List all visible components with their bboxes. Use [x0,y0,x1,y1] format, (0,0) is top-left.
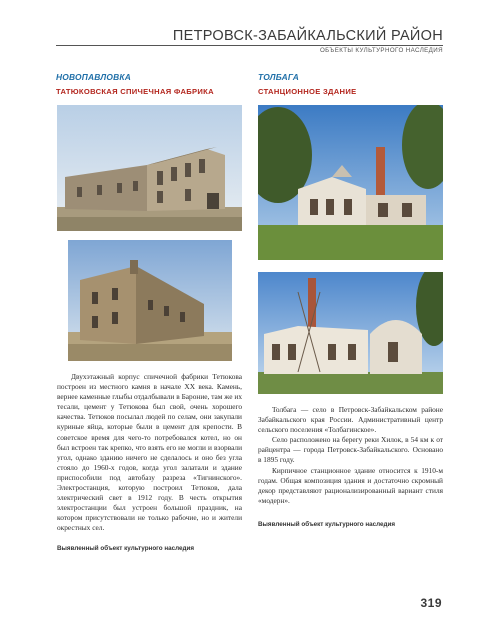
right-body-text [258,405,443,506]
right-place-heading: ТОЛБАГА [258,72,299,82]
left-place-heading: НОВОПАВЛОВКА [56,72,131,82]
region-title: ПЕТРОВСК-ЗАБАЙКАЛЬСКИЙ РАЙОН [172,28,443,44]
left-object-heading: ТАТЮКОВСКАЯ СПИЧЕЧНАЯ ФАБРИКА [56,87,214,96]
station-photo-1 [258,105,443,260]
right-object-heading: СТАНЦИОННОЕ ЗДАНИЕ [258,87,357,96]
factory-photo-2 [68,240,232,361]
right-paragraph-3: Кирпичное станционное здание относится к 1910-м годам. Общая композиция здания и достаточно скромный декор представляют рационализированный вариант стиля «модерн». [258,465,443,505]
page-header [0,0,499,60]
header-rule [56,45,443,46]
left-heritage-note: Выявленный объект культурного наследия [57,545,195,552]
section-subtitle: ОБЪЕКТЫ КУЛЬТУРНОГО НАСЛЕДИЯ [319,47,443,54]
right-heritage-note: Выявленный объект культурного наследия [258,521,396,528]
station-photo-2 [258,272,443,394]
page-number: 319 [420,596,442,610]
left-body-text [57,372,242,534]
left-paragraph: Двухэтажный корпус спичечной фабрики Тетюкова построен из местного камня в начале XX века. Камень, вернее каменные глыбы отдалбывали в Бароние, там же их тесали, цемент у Тетюкова был свой, очень хорошего качества. Тетюков посылал людей по селам, они закупали куриные яйца, которые были в цемент для крепости. В советское время для чего-то потребовался котел, но он был встроен так крепко, что взять его не могли и взорвали угол, однако зданию ничего не сделалось и оно без угла стояло до 1960-х годов, когда угол залатали и здание приспособили под автобазу разреза «Тигнинского». Электростанция, которую построил Тетюков, дала электрический свет в 1912 году. В честь открытия электростанции был устроен большой праздник, на котором присутствовали не только рабочие, но и жители окрестных сел. [57,372,242,533]
right-paragraph-1: Толбага — село в Петровск-Забайкальском районе Забайкальского края России. Административный центр сельского поселения «Толбагинское». [258,405,443,435]
right-paragraph-2: Село расположено на берегу реки Хилок, в 54 км к от райцентра — города Петровск-Забайкальского. Основано в 1895 году. [258,435,443,465]
factory-photo-1 [57,105,242,231]
